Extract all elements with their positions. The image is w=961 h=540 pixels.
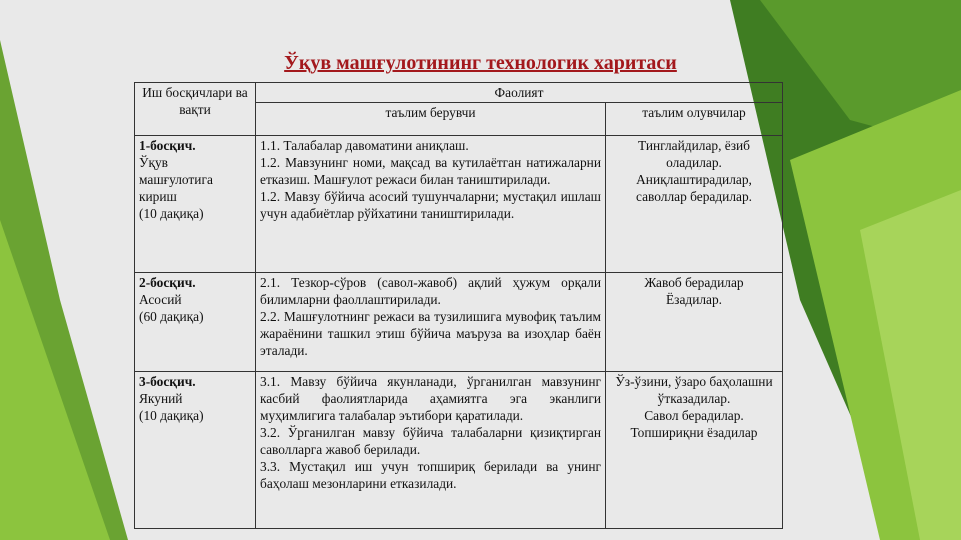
students-activity: Тинглайдилар, ёзиб оладилар. Аниқлаштирадилар, саволлар берадилар. xyxy=(606,136,783,273)
stage-title: 1-босқич. xyxy=(139,138,196,153)
header-activity: Фаолият xyxy=(256,83,783,103)
header-teacher: таълим берувчи xyxy=(256,103,606,136)
table-row xyxy=(135,136,783,273)
stage-line: кириш xyxy=(139,189,177,204)
stage-line: (10 дақиқа) xyxy=(139,408,204,423)
stage-cell xyxy=(135,136,256,273)
stage-line: Ўқув xyxy=(139,155,169,170)
stage-line: (60 дақиқа) xyxy=(139,309,204,324)
technology-map-table xyxy=(134,82,783,529)
students-activity: Жавоб берадилар Ёзадилар. xyxy=(606,273,783,372)
students-activity: Ўз-ўзини, ўзаро баҳолашни ўтказадилар. Савол берадилар. Топшириқни ёзадилар xyxy=(606,372,783,529)
teacher-activity: 2.1. Тезкор-сўров (савол-жавоб) ақлий ҳужум орқали билимларни фаоллаштирилади. 2.2. Машғулотнинг режаси ва тузилишига мувофиқ таълим жараёнини ташкил этиш бўйича маъруза ва изоҳлар баён эталади. xyxy=(256,273,606,372)
stage-line: Якуний xyxy=(139,391,183,406)
teacher-activity: 1.1. Талабалар давоматини аниқлаш. 1.2. Мавзунинг номи, мақсад ва кутилаётган натижаларни етказиш. Машғулот режаси билан таништирилади. 1.2. Мавзу бўйича асосий тушунчаларни; мустақил ишлаш учун адабиётлар рўйхатини таништирилади. xyxy=(256,136,606,273)
teacher-activity: 3.1. Мавзу бўйича якунланади, ўрганилган мавзунинг касбий фаолиятларида аҳамиятга эга эканлиги муҳимлигига талабалар эътибори қаратилади. 3.2. Ўрганилган мавзу бўйича талабаларни қизиқтирган саволларга жавоб берилади. 3.3. Мустақил иш учун топшириқ берилади ва унинг баҳолаш мезонларини етказилади. xyxy=(256,372,606,529)
stage-line: Асосий xyxy=(139,292,182,307)
stage-line: (10 дақиқа) xyxy=(139,206,204,221)
stage-cell xyxy=(135,372,256,529)
stage-cell xyxy=(135,273,256,372)
stage-title: 3-босқич. xyxy=(139,374,196,389)
stage-line: машғулотига xyxy=(139,172,213,187)
page-title: Ўқув машғулотининг технологик харитаси xyxy=(284,52,677,74)
table-row xyxy=(135,372,783,529)
stage-title: 2-босқич. xyxy=(139,275,196,290)
header-stage-column: Иш босқичлари ва вақти xyxy=(135,83,256,136)
table-row xyxy=(135,273,783,372)
header-students: таълим олувчилар xyxy=(606,103,783,136)
